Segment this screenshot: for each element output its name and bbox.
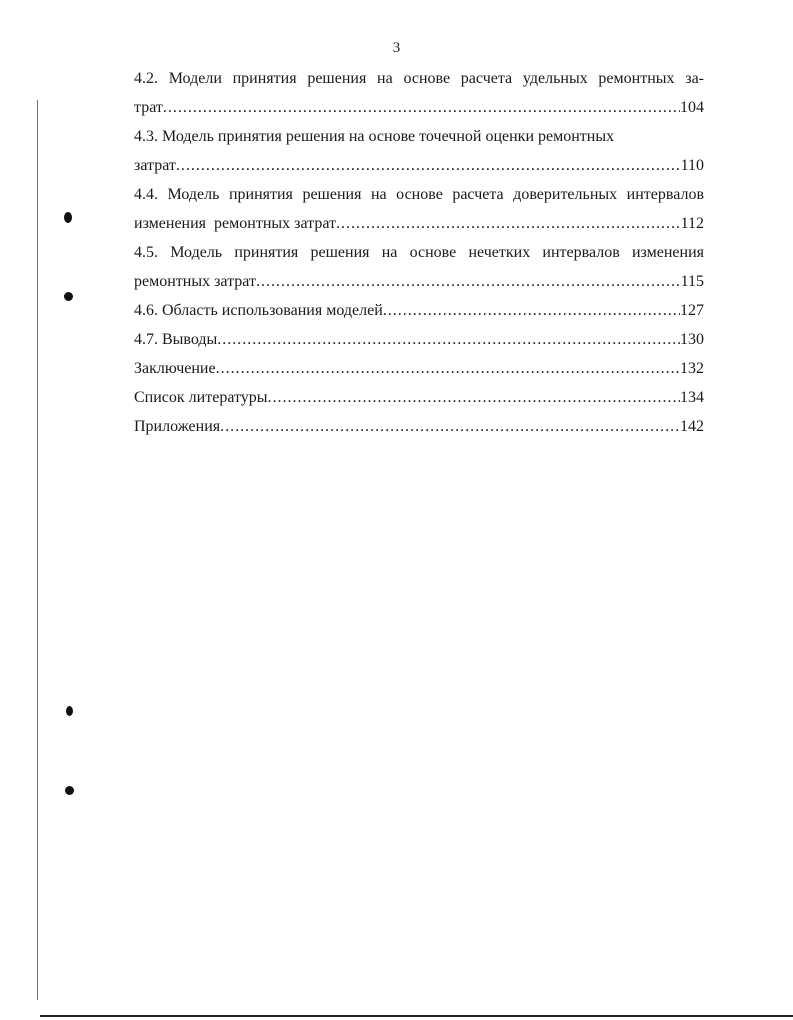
toc-entry-line: 4.4. Модель принятия решения на основе расчета доверительных интервалов [134,186,704,203]
toc-entry-last-line [134,267,704,296]
page-number: 3 [392,40,401,56]
scan-mark [64,292,73,301]
scan-edge-left [37,100,38,1000]
toc-entry-text: трат [134,99,163,116]
dot-leader [256,267,681,296]
toc-entry-page: 127 [680,302,704,319]
dot-leader [216,354,680,383]
toc-entry [134,383,704,412]
toc-entry-text: затрат [134,157,176,174]
toc-entry-text: Приложения [134,418,221,435]
dot-leader [220,412,680,441]
toc-entry-text: Заключение [134,360,216,377]
toc-entry-text: ремонтных затрат [134,273,256,290]
toc-entry [134,412,704,441]
dot-leader [176,151,681,180]
dot-leader [163,93,680,122]
toc-entry-last-line [134,93,704,122]
toc-entry [134,296,704,325]
toc-entry-page: 104 [680,99,704,116]
toc-entry-page: 110 [680,157,704,174]
toc-entry-line: 4.3. Модель принятия решения на основе точечной оценки ремонтных [134,128,615,145]
toc-entry [134,180,704,238]
toc-entry [134,354,704,383]
scan-mark [66,706,73,716]
dot-leader [383,296,680,325]
toc-entry [134,122,704,180]
toc-entry-line: 4.5. Модель принятия решения на основе нечетких интервалов изменения [134,244,704,261]
scan-mark [65,786,74,795]
toc-entry-page: 112 [680,215,704,232]
toc-entry-text: Список литературы [134,389,268,406]
toc-entry [134,325,704,354]
toc-entry-page: 132 [680,360,704,377]
scan-edge-bottom [40,1015,793,1017]
toc-entry-page: 115 [680,273,704,290]
toc-entry-page: 130 [680,331,704,348]
toc-entry-text: 4.6. Область использования моделей [134,302,383,319]
dot-leader [336,209,681,238]
scan-mark [64,212,72,223]
toc-entry [134,238,704,296]
dot-leader [217,325,680,354]
toc-entry-page: 142 [680,418,704,435]
toc-entry-text: изменения ремонтных затрат [134,215,336,232]
toc-entry [134,64,704,122]
dot-leader [268,383,680,412]
table-of-contents [134,64,704,441]
toc-entry-text: 4.7. Выводы [134,331,218,348]
toc-entry-line: 4.2. Модели принятия решения на основе расчета удельных ремонтных за- [134,70,704,87]
toc-entry-page: 134 [680,389,704,406]
toc-entry-last-line [134,151,704,180]
toc-entry-last-line [134,209,704,238]
